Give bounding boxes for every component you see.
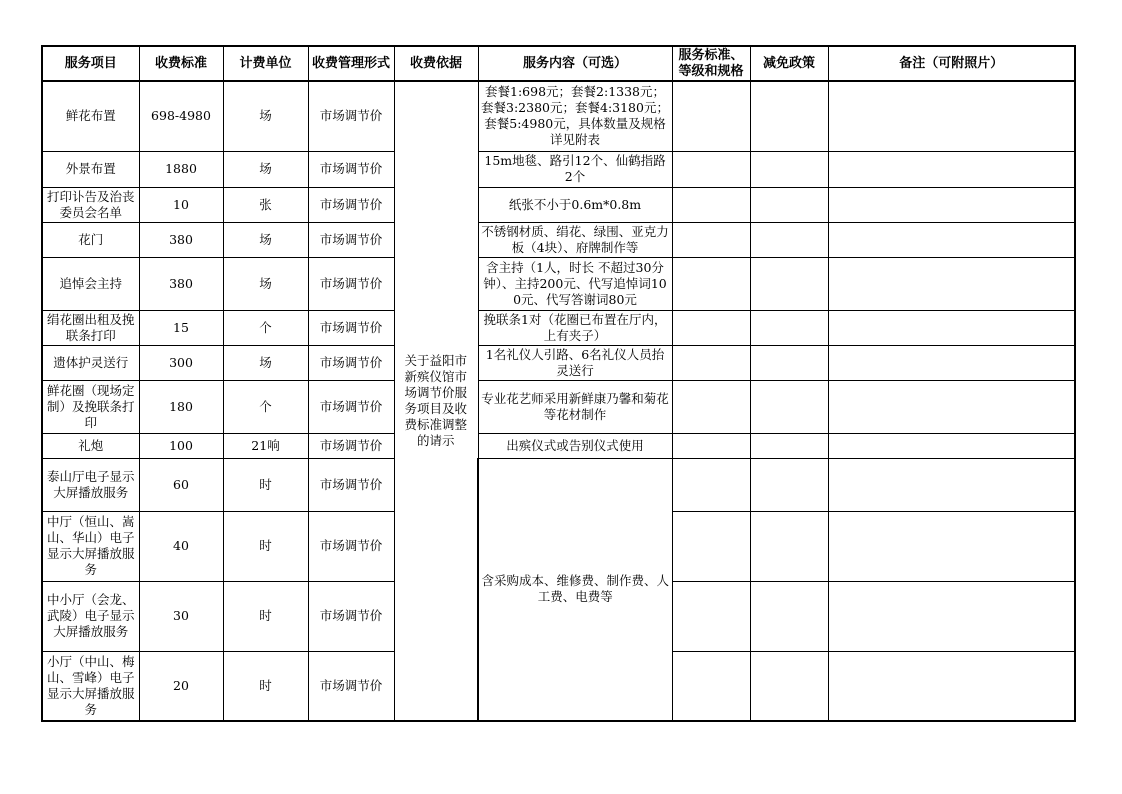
cell-service-standard (672, 187, 750, 222)
cell-service-standard (672, 651, 750, 721)
cell-item: 泰山厅电子显示大屏播放服务 (42, 458, 139, 511)
cell-service-standard (672, 81, 750, 151)
cell-content: 纸张不小于0.6m*0.8m (478, 187, 672, 222)
header-unit: 计费单位 (223, 46, 308, 81)
cell-management: 市场调节价 (308, 222, 394, 257)
cell-item: 遗体护灵送行 (42, 345, 139, 380)
cell-remarks (828, 458, 1075, 511)
cell-service-standard (672, 310, 750, 345)
header-item: 服务项目 (42, 46, 139, 81)
cell-remarks (828, 187, 1075, 222)
cell-unit: 个 (223, 310, 308, 345)
table-row (42, 433, 1075, 458)
cell-item: 小厅（中山、梅山、雪峰）电子显示大屏播放服务 (42, 651, 139, 721)
cell-basis: 关于益阳市新殡仪馆市场调节价服务项目及收费标准调整的请示 (394, 81, 478, 721)
cell-management: 市场调节价 (308, 581, 394, 651)
cell-remarks (828, 310, 1075, 345)
cell-service-standard (672, 151, 750, 187)
cell-service-standard (672, 433, 750, 458)
cell-exemption (750, 651, 828, 721)
cell-exemption (750, 151, 828, 187)
cell-management: 市场调节价 (308, 511, 394, 581)
cell-exemption (750, 433, 828, 458)
cell-remarks (828, 581, 1075, 651)
cell-service-standard (672, 345, 750, 380)
cell-item: 中厅（恒山、嵩山、华山）电子显示大屏播放服务 (42, 511, 139, 581)
table-row (42, 257, 1075, 310)
cell-exemption (750, 458, 828, 511)
cell-remarks (828, 222, 1075, 257)
cell-exemption (750, 187, 828, 222)
table-row (42, 345, 1075, 380)
cell-exemption (750, 222, 828, 257)
cell-unit: 场 (223, 81, 308, 151)
cell-item: 花门 (42, 222, 139, 257)
cell-management: 市场调节价 (308, 187, 394, 222)
cell-unit: 时 (223, 458, 308, 511)
cell-remarks (828, 433, 1075, 458)
cell-unit: 场 (223, 151, 308, 187)
cell-remarks (828, 345, 1075, 380)
cell-exemption (750, 511, 828, 581)
table-row (42, 81, 1075, 151)
cell-management: 市场调节价 (308, 81, 394, 151)
cell-item: 追悼会主持 (42, 257, 139, 310)
cell-item: 鲜花圈（现场定制）及挽联条打印 (42, 380, 139, 433)
table-row (42, 380, 1075, 433)
cell-service-standard (672, 222, 750, 257)
cell-service-standard (672, 511, 750, 581)
cell-remarks (828, 380, 1075, 433)
cell-service-standard (672, 458, 750, 511)
cell-standard: 60 (139, 458, 223, 511)
table-row (42, 187, 1075, 222)
cell-item: 礼炮 (42, 433, 139, 458)
cell-unit: 时 (223, 511, 308, 581)
table-row (42, 151, 1075, 187)
cell-standard: 10 (139, 187, 223, 222)
cell-standard: 380 (139, 257, 223, 310)
cell-content: 套餐1:698元；套餐2:1338元；套餐3:2380元；套餐4:3180元；套餐5:4980元，具体数量及规格详见附表 (478, 81, 672, 151)
header-content: 服务内容（可选） (478, 46, 672, 81)
cell-content-shared: 含采购成本、维修费、制作费、人工费、电费等 (478, 458, 672, 721)
cell-standard: 40 (139, 511, 223, 581)
cell-standard: 380 (139, 222, 223, 257)
cell-standard: 180 (139, 380, 223, 433)
cell-unit: 张 (223, 187, 308, 222)
cell-standard: 698-4980 (139, 81, 223, 151)
cell-service-standard (672, 380, 750, 433)
cell-exemption (750, 310, 828, 345)
cell-item: 鲜花布置 (42, 81, 139, 151)
cell-exemption (750, 581, 828, 651)
cell-content: 含主持（1人，时长 不超过30分钟）、主持200元、代写追悼词100元、代写答谢词80元 (478, 257, 672, 310)
cell-standard: 15 (139, 310, 223, 345)
cell-standard: 1880 (139, 151, 223, 187)
cell-unit: 场 (223, 345, 308, 380)
cell-content: 1名礼仪人引路、6名礼仪人员抬灵送行 (478, 345, 672, 380)
cell-unit: 场 (223, 222, 308, 257)
cell-remarks (828, 651, 1075, 721)
cell-service-standard (672, 581, 750, 651)
cell-management: 市场调节价 (308, 310, 394, 345)
cell-exemption (750, 380, 828, 433)
cell-unit: 场 (223, 257, 308, 310)
cell-unit: 时 (223, 581, 308, 651)
cell-management: 市场调节价 (308, 651, 394, 721)
cell-management: 市场调节价 (308, 151, 394, 187)
cell-item: 打印讣告及治丧委员会名单 (42, 187, 139, 222)
cell-item: 中小厅（会龙、武陵）电子显示大屏播放服务 (42, 581, 139, 651)
header-management: 收费管理形式 (308, 46, 394, 81)
header-service-standard: 服务标准、等级和规格 (672, 46, 750, 81)
cell-management: 市场调节价 (308, 345, 394, 380)
cell-service-standard (672, 257, 750, 310)
cell-management: 市场调节价 (308, 433, 394, 458)
cell-standard: 30 (139, 581, 223, 651)
table-row (42, 458, 1075, 511)
cell-standard: 300 (139, 345, 223, 380)
header-basis: 收费依据 (394, 46, 478, 81)
cell-management: 市场调节价 (308, 380, 394, 433)
cell-exemption (750, 345, 828, 380)
cell-standard: 20 (139, 651, 223, 721)
cell-exemption (750, 81, 828, 151)
table-row (42, 222, 1075, 257)
header-standard: 收费标准 (139, 46, 223, 81)
cell-content: 专业花艺师采用新鲜康乃馨和菊花等花材制作 (478, 380, 672, 433)
cell-content: 出殡仪式或告别仪式使用 (478, 433, 672, 458)
cell-content: 15m地毯、路引12个、仙鹤指路2个 (478, 151, 672, 187)
cell-remarks (828, 81, 1075, 151)
cell-item: 外景布置 (42, 151, 139, 187)
cell-unit: 时 (223, 651, 308, 721)
cell-exemption (750, 257, 828, 310)
cell-content: 不锈钢材质、绢花、绿围、亚克力板（4块）、府牌制作等 (478, 222, 672, 257)
header-remarks: 备注（可附照片） (828, 46, 1075, 81)
table-row (42, 310, 1075, 345)
cell-unit: 个 (223, 380, 308, 433)
cell-unit: 21响 (223, 433, 308, 458)
cell-item: 绢花圈出租及挽联条打印 (42, 310, 139, 345)
cell-content: 挽联条1对（花圈已布置在厅内，上有夹子） (478, 310, 672, 345)
header-row (42, 46, 1075, 81)
cell-standard: 100 (139, 433, 223, 458)
cell-remarks (828, 151, 1075, 187)
fee-table (41, 45, 1076, 722)
cell-remarks (828, 257, 1075, 310)
header-exemption: 减免政策 (750, 46, 828, 81)
cell-management: 市场调节价 (308, 458, 394, 511)
cell-remarks (828, 511, 1075, 581)
cell-management: 市场调节价 (308, 257, 394, 310)
